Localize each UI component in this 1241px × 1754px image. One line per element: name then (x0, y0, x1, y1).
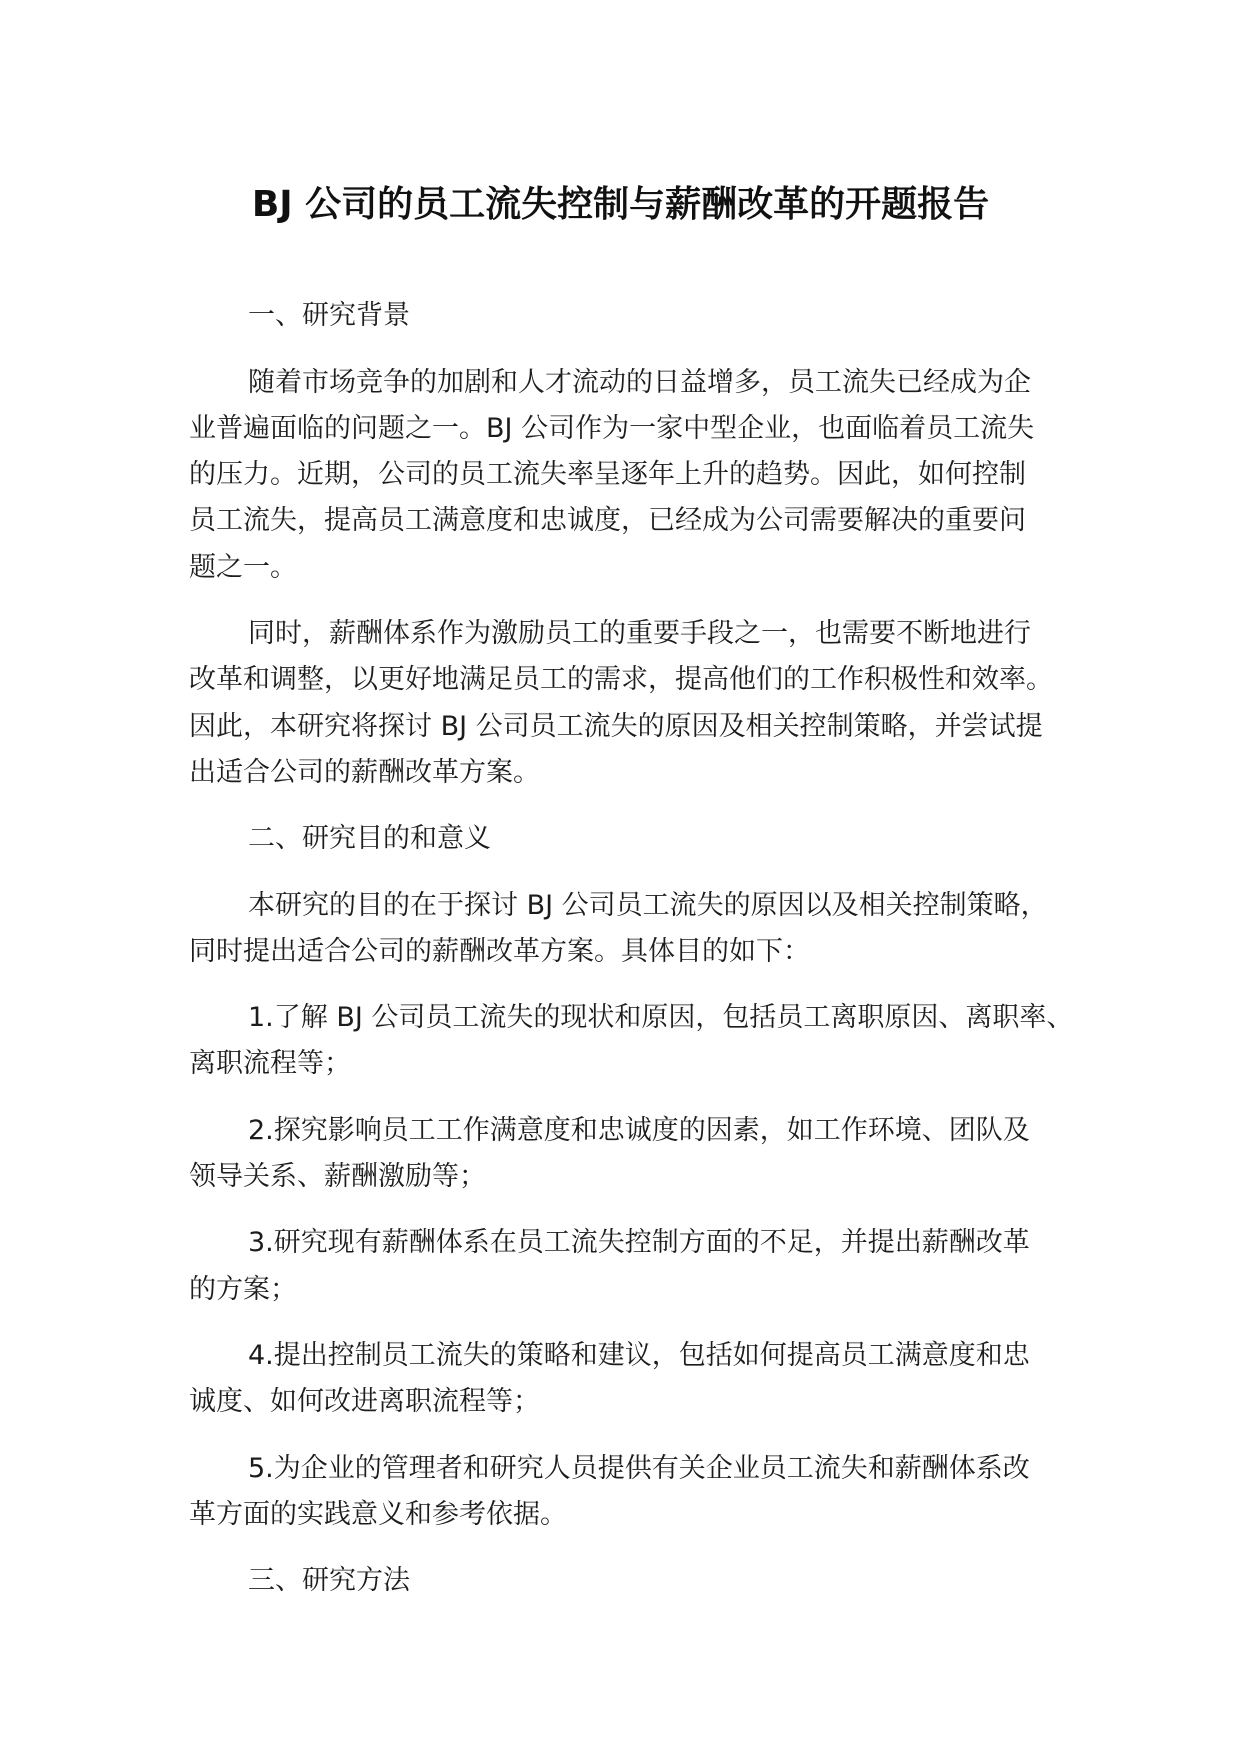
paragraph-line: 的压力。近期，公司的员工流失率呈逐年上升的趋势。因此，如何控制 (189, 459, 1026, 491)
list-item-line: 4.提出控制员工流失的策略和建议，包括如何提高员工满意度和忠 (248, 1339, 1030, 1371)
list-item (189, 1333, 1181, 1426)
list-item-line: 离职流程等； (189, 1048, 351, 1080)
section-heading: 三、研究方法 (248, 1565, 410, 1597)
section-research-method (189, 1558, 1181, 1604)
paragraph-line: 员工流失，提高员工满意度和忠诚度，已经成为公司需要解决的重要问 (189, 505, 1026, 537)
list-item-line: 2.探究影响员工工作满意度和忠诚度的因素，如工作环境、团队及 (248, 1114, 1030, 1146)
paragraph-line: 同时，薪酬体系作为激励员工的重要手段之一，也需要不断地进行 (248, 618, 1031, 650)
list-item-line: 的方案； (189, 1273, 297, 1305)
paragraph-line: 同时提出适合公司的薪酬改革方案。具体目的如下： (189, 935, 810, 967)
list-item (189, 1446, 1181, 1539)
section-research-purpose (189, 816, 1181, 1538)
list-item-line: 诚度、如何改进离职流程等； (189, 1386, 540, 1418)
paragraph-line: 随着市场竞争的加剧和人才流动的日益增多，员工流失已经成为企 (248, 366, 1031, 398)
list-item-line: 5.为企业的管理者和研究人员提供有关企业员工流失和薪酬体系改 (248, 1452, 1030, 1484)
list-item (189, 1108, 1181, 1201)
document-title: BJ 公司的员工流失控制与薪酬改革的开题报告 (251, 184, 990, 225)
paragraph (189, 883, 1181, 976)
list-item-line: 领导关系、薪酬激励等； (189, 1161, 486, 1193)
paragraph-line: 本研究的目的在于探讨 BJ 公司员工流失的原因以及相关控制策略， (248, 889, 1048, 921)
paragraph-line: 题之一。 (189, 551, 297, 583)
list-item-line: 革方面的实践意义和参考依据。 (189, 1498, 567, 1530)
paragraph (189, 611, 1181, 796)
paragraph-line: 出适合公司的薪酬改革方案。 (189, 756, 540, 788)
section-heading: 一、研究背景 (248, 300, 410, 332)
section-research-background (189, 293, 1181, 796)
paragraph-line: 业普遍面临的问题之一。BJ 公司作为一家中型企业，也面临着员工流失 (189, 412, 1035, 444)
list-item-line: 1.了解 BJ 公司员工流失的现状和原因，包括员工离职原因、离职率、 (248, 1002, 1074, 1034)
paragraph-line: 因此，本研究将探讨 BJ 公司员工流失的原因及相关控制策略，并尝试提 (189, 710, 1043, 742)
paragraph (189, 360, 1181, 591)
list-item (189, 995, 1181, 1088)
list-item (189, 1220, 1181, 1313)
paragraph-line: 改革和调整，以更好地满足员工的需求，提高他们的工作积极性和效率。 (189, 664, 1053, 696)
section-heading: 二、研究目的和意义 (248, 823, 491, 855)
list-item-line: 3.研究现有薪酬体系在员工流失控制方面的不足，并提出薪酬改革 (248, 1227, 1030, 1259)
